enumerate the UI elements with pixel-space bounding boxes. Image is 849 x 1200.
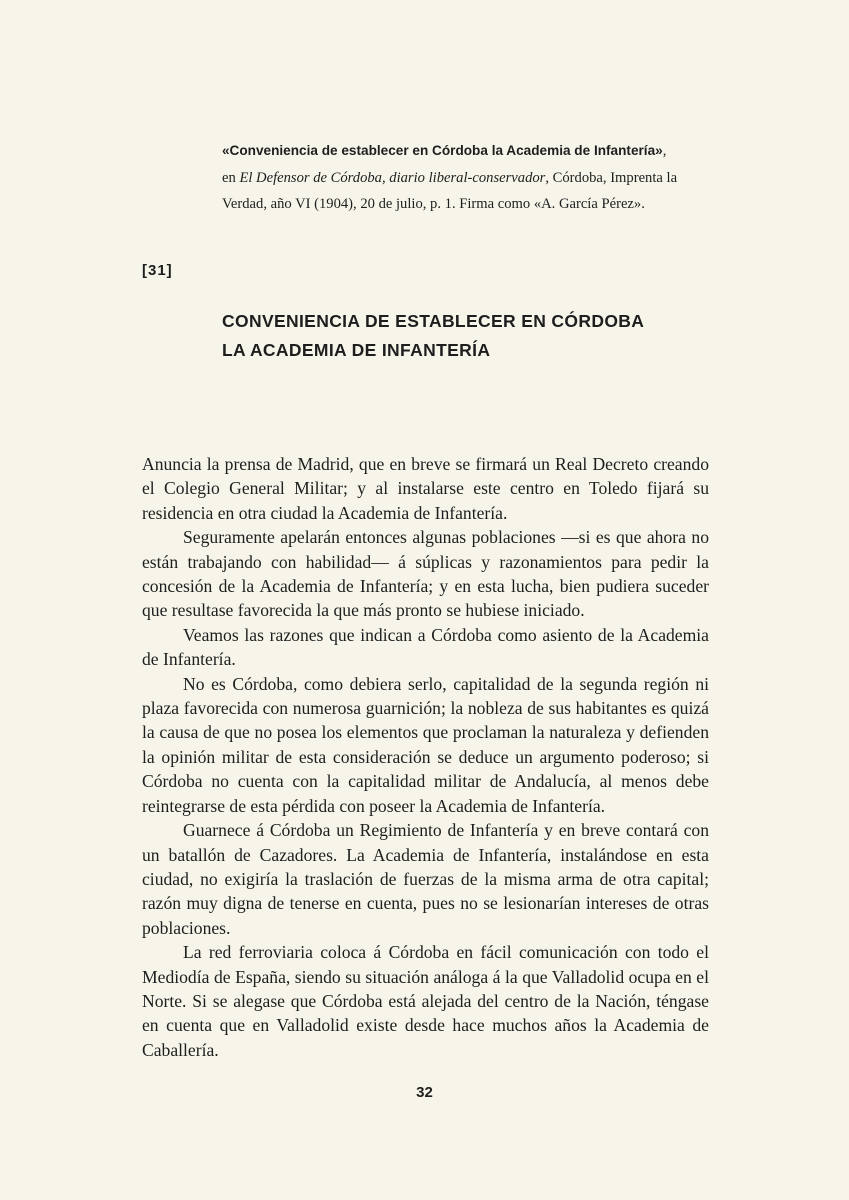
document-title-line-2: LA ACADEMIA DE INFANTERÍA (222, 339, 491, 360)
source-note-prefix: en (222, 169, 240, 186)
paragraph-1: Anuncia la prensa de Madrid, que en breve se firmará un Real Decreto creando el Colegio General Militar; y al instalarse este centro en Toledo fijará su residencia en otra ciudad la Academia de Infantería. (142, 454, 709, 523)
body-text (142, 452, 709, 1062)
paragraph-3: Veamos las razones que indican a Córdoba como asiento de la Academia de Infantería. (142, 624, 709, 670)
document-title-line-1: CONVENIENCIA DE ESTABLECER EN CÓRDOBA (222, 311, 645, 331)
paragraph-5: Guarnece á Córdoba un Regimiento de Infantería y en breve contará con un batallón de Cazadores. La Academia de Infantería, instalándose en esta ciudad, no exigiría la traslación de fuerzas de la misma arma de otra capital; razón muy digna de tenerse en cuenta, pues no se lesionarían intereses de otras poblaciones. (142, 820, 709, 938)
source-note (222, 138, 722, 218)
document-title (222, 307, 722, 364)
source-note-title-comma: , (662, 143, 667, 159)
source-note-title: «Conveniencia de establecer en Córdoba la Academia de Infantería» (222, 143, 663, 158)
source-note-publication: El Defensor de Córdoba, diario liberal-conservador (239, 169, 546, 186)
paragraph-2: Seguramente apelarán entonces algunas poblaciones —si es que ahora no están trabajando con habilidad— á súplicas y razonamientos para pedir la concesión de la Academia de Infantería; y en esta lucha, bien pudiera suceder que resultase favorecida la que más pronto se hubiese iniciado. (142, 527, 709, 621)
source-note-details: , Córdoba, Imprenta la Verdad, año VI (1904), 20 de julio, p. 1. Firma como «A. García Pérez». (222, 169, 678, 212)
paragraph-4: No es Córdoba, como debiera serlo, capitalidad de la segunda región ni plaza favorecida con numerosa guarnición; la nobleza de sus habitantes es quizá la causa de que no posea los elementos que proclaman la naturaleza y defienden la opinión militar de esta consideración se deduce un argumento poderoso; si Córdoba no cuenta con la capitalidad militar de Andalucía, al menos debe reintegrarse de esta pérdida con poseer la Academia de Infantería. (142, 673, 709, 816)
paragraph-6: La red ferroviaria coloca á Córdoba en fácil comunicación con todo el Mediodía de España, siendo su situación análoga á la que Valladolid ocupa en el Norte. Si se alegase que Córdoba está alejada del centro de la Nación, téngase en cuenta que en Valladolid existe desde hace muchos años la Academia de Caballería. (142, 942, 709, 1060)
document-number: [31] (142, 262, 173, 279)
page-number: 32 (416, 1084, 433, 1101)
